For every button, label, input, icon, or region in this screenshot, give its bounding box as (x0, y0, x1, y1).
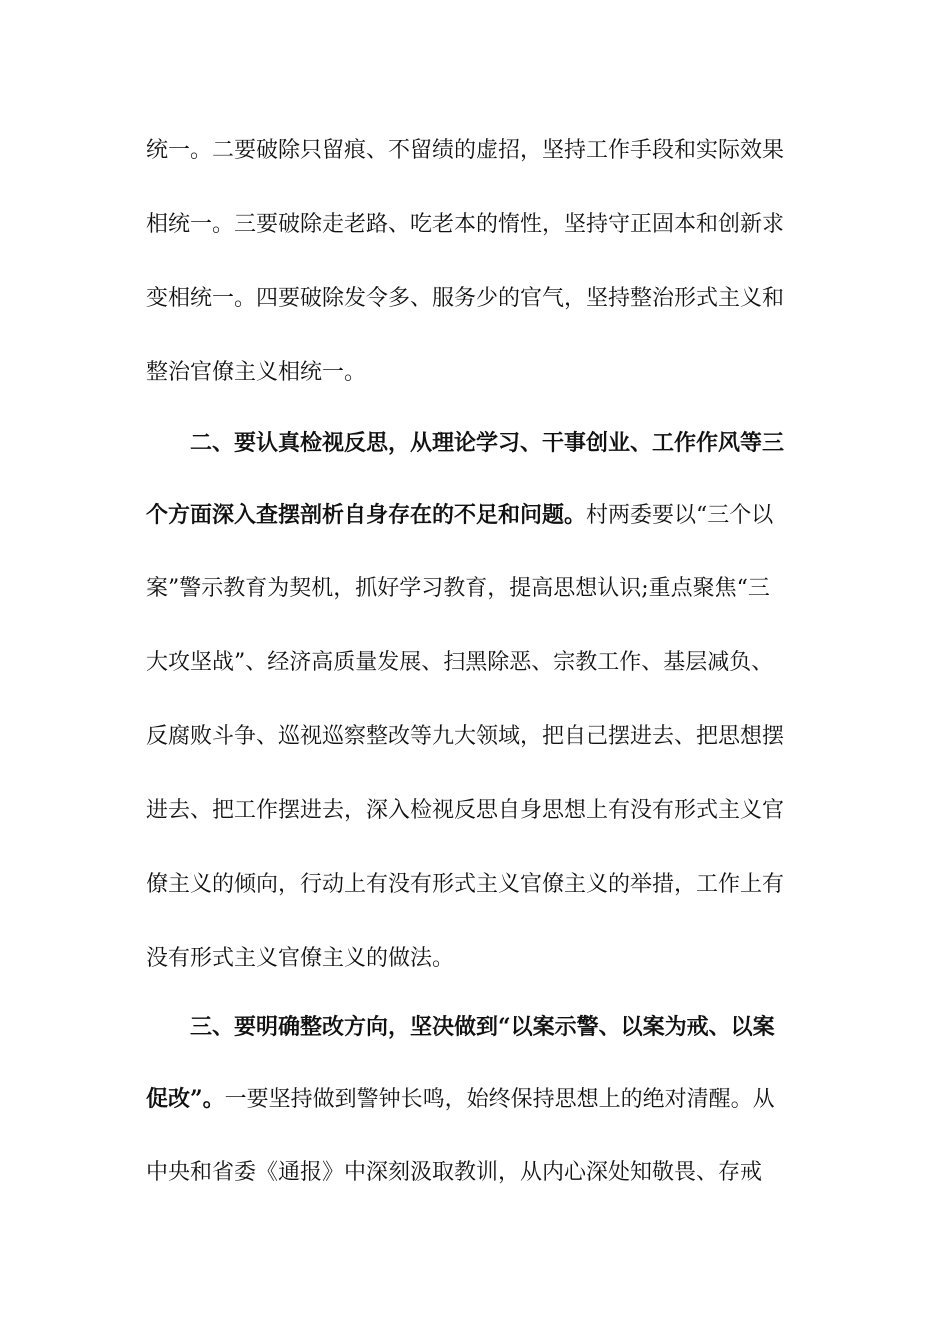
paragraph3-line3: 中央和省委《通报》中深刻汲取教训，从内心深处知敬畏、存戒 (146, 1160, 763, 1185)
paragraph1-line2: 相统一。三要破除走老路、吃老本的惰性，坚持守正固本和创新求 (146, 212, 785, 237)
paragraph2-line2-text: 村两委要以“三个以 (586, 503, 774, 528)
paragraph3-line2 (146, 1084, 775, 1115)
section2-heading-line2: 个方面深入查摆剖析自身存在的不足和问题。 (146, 502, 587, 528)
paragraph2-line3: 案”警示教育为契机，抓好学习教育，提高思想认识;重点聚焦“三 (146, 576, 770, 601)
paragraph2-line6: 进去、把工作摆进去，深入检视反思自身思想上有没有形式主义官 (146, 798, 785, 823)
paragraph2-line2 (146, 500, 773, 531)
paragraph1-line4: 整治官僚主义相统一。 (146, 360, 367, 385)
section3-heading-line1: 三、要明确整改方向，坚决做到“以案示警、以案为戒、以案 (190, 1014, 775, 1040)
paragraph2-line4: 大攻坚战”、经济高质量发展、扫黑除恶、宗教工作、基层减负、 (146, 650, 774, 675)
paragraph1-line1: 统一。二要破除只留痕、不留绩的虚招，坚持工作手段和实际效果 (146, 138, 785, 163)
paragraph2-line5: 反腐败斗争、巡视巡察整改等九大领域，把自己摆进去、把思想摆 (146, 724, 785, 749)
paragraph3-line2-text: 一要坚持做到警钟长鸣，始终保持思想上的绝对清醒。从 (224, 1087, 775, 1112)
paragraph1-line3: 变相统一。四要破除发令多、服务少的官气，坚持整治形式主义和 (146, 286, 785, 311)
paragraph2-line7: 僚主义的倾向，行动上有没有形式主义官僚主义的举措，工作上有 (146, 872, 785, 897)
paragraph2-line8: 没有形式主义官僚主义的做法。 (146, 946, 455, 971)
section2-heading-line1: 二、要认真检视反思，从理论学习、干事创业、工作作风等三 (190, 430, 785, 456)
section3-heading-line2: 促改”。 (146, 1086, 225, 1112)
